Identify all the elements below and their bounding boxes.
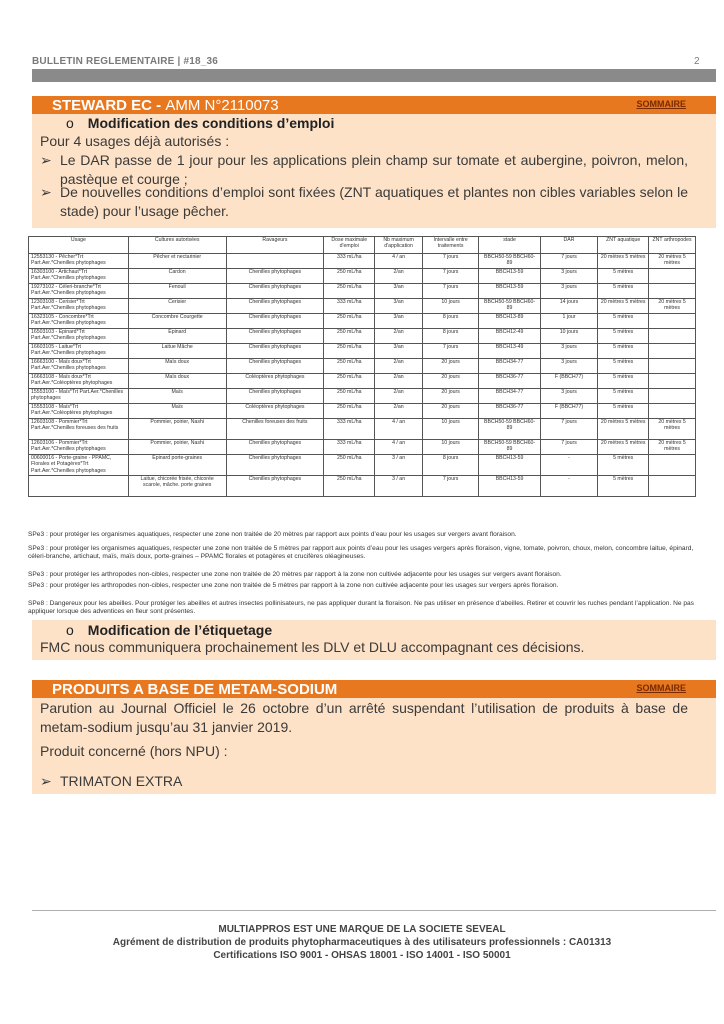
table-cell: BBCH13-89 bbox=[479, 314, 541, 329]
table-cell: 250 mL/ha bbox=[324, 269, 375, 284]
table-cell bbox=[649, 389, 696, 404]
table-cell: 5 mètres bbox=[598, 476, 649, 497]
table-cell: 20 mètres 5 mètres bbox=[649, 254, 696, 269]
table-cell: 20 mètres 5 mètres bbox=[598, 299, 649, 314]
table-cell: Chenilles phytophages bbox=[226, 455, 324, 476]
table-cell: 5 mètres bbox=[598, 404, 649, 419]
etiquetage-text: FMC nous communiquera prochainement les DLV et DLU accompagnant ces décisions. bbox=[40, 639, 585, 655]
table-cell: 3/an bbox=[375, 284, 423, 299]
table-cell: 1 jour bbox=[540, 314, 597, 329]
table-row bbox=[29, 476, 696, 497]
table-cell: 7 jours bbox=[422, 284, 478, 299]
page-number: 2 bbox=[694, 56, 700, 67]
table-header-cell: Dose maximale d'emploi bbox=[324, 237, 375, 254]
table-cell: Maïs doux bbox=[128, 359, 226, 374]
table-cell: 5 mètres bbox=[598, 284, 649, 299]
table-cell: 16663100 - Maïs doux*Trt Part.Aer.*Chenilles phytophages bbox=[29, 359, 129, 374]
table-row bbox=[29, 314, 696, 329]
table-cell bbox=[649, 344, 696, 359]
table-row bbox=[29, 269, 696, 284]
section-title: STEWARD EC - AMM N°2110073 bbox=[52, 97, 279, 114]
table-cell: 250 mL/ha bbox=[324, 476, 375, 497]
table-cell: 5 mètres bbox=[598, 374, 649, 389]
table-cell: 7 jours bbox=[540, 419, 597, 440]
table-cell bbox=[649, 359, 696, 374]
footer-certifications: Certifications ISO 9001 - OHSAS 18001 - ISO 14001 - ISO 50001 bbox=[213, 950, 511, 961]
arrow-bullet-icon: ➢ bbox=[40, 152, 52, 168]
table-cell: 7 jours bbox=[422, 269, 478, 284]
table-cell: 14 jours bbox=[540, 299, 597, 314]
usage-table bbox=[28, 236, 696, 497]
section-band-steward bbox=[32, 96, 716, 114]
table-cell: 10 jours bbox=[422, 419, 478, 440]
table-cell: 20 jours bbox=[422, 359, 478, 374]
subheading-conditions: o Modification des conditions d’emploi bbox=[66, 115, 335, 131]
table-row bbox=[29, 284, 696, 299]
table-cell: 2/an bbox=[375, 269, 423, 284]
table-cell: 3 jours bbox=[540, 344, 597, 359]
table-header-cell: Cultures autorisées bbox=[128, 237, 226, 254]
table-cell: Chenilles foreuses des fruits bbox=[226, 419, 324, 440]
table-cell: 7 jours bbox=[422, 344, 478, 359]
table-cell: 333 mL/ha bbox=[324, 440, 375, 455]
sommaire-link[interactable]: SOMMAIRE bbox=[636, 683, 686, 693]
bullet-item: ➢ De nouvelles conditions d’emploi sont fixées (ZNT aquatiques et plantes non cibles variables selon le stade) pour l’usage pêcher. bbox=[40, 184, 688, 219]
table-cell: 5 mètres bbox=[598, 359, 649, 374]
footer-rule bbox=[32, 910, 716, 911]
table-cell: BBCH13-49 bbox=[479, 344, 541, 359]
table-cell: F (BBCH77) bbox=[540, 374, 597, 389]
table-cell: Cerisier bbox=[128, 299, 226, 314]
table-cell: 3 / an bbox=[375, 455, 423, 476]
table-row bbox=[29, 419, 696, 440]
table-row bbox=[29, 404, 696, 419]
section-band-metam bbox=[32, 680, 716, 698]
table-cell: 20 mètres 5 mètres bbox=[598, 440, 649, 455]
table-cell: BBCH50-59 BBCH60-89 bbox=[479, 299, 541, 314]
metam-paragraph: Parution au Journal Officiel le 26 octobre d’un arrêté suspendant l’utilisation de produits à base de metam-sodium jusqu’au 31 janvier 2019. bbox=[40, 700, 688, 735]
table-cell: Chenilles phytophages bbox=[226, 329, 324, 344]
footer-agrement: Agrément de distribution de produits phytopharmaceutiques à des utilisateurs professionnels : CA01313 bbox=[112, 937, 612, 948]
table-cell: Chenilles phytophages bbox=[226, 440, 324, 455]
table-cell: 16503103 - Epinard*Trt Part.Aer.*Chenilles phytophages bbox=[29, 329, 129, 344]
table-cell: Coléoptères phytophages bbox=[226, 404, 324, 419]
table-row bbox=[29, 374, 696, 389]
table-cell: 333 mL/ha bbox=[324, 254, 375, 269]
table-cell: BBCH50-59 BBCH60-89 bbox=[479, 419, 541, 440]
table-cell: 12603108 - Pommier*Trt Part.Aer.*Chenilles foreuses des fruits bbox=[29, 419, 129, 440]
table-cell: BBCH36-77 bbox=[479, 374, 541, 389]
table-cell: 8 jours bbox=[422, 314, 478, 329]
table-cell: 4 / an bbox=[375, 254, 423, 269]
product-item: ➢ TRIMATON EXTRA bbox=[40, 773, 183, 789]
table-cell: Concombre Courgette bbox=[128, 314, 226, 329]
table-cell: 2/an bbox=[375, 404, 423, 419]
section-title: PRODUITS A BASE DE METAM-SODIUM bbox=[52, 681, 338, 698]
table-body bbox=[29, 254, 696, 497]
table-cell: Chenilles phytophages bbox=[226, 299, 324, 314]
table-row bbox=[29, 254, 696, 269]
intro-text: Pour 4 usages déjà autorisés : bbox=[40, 133, 230, 149]
table-cell: 5 mètres bbox=[598, 389, 649, 404]
table-cell bbox=[649, 269, 696, 284]
table-cell: 3/an bbox=[375, 314, 423, 329]
table-row bbox=[29, 344, 696, 359]
table-cell bbox=[649, 284, 696, 299]
table-cell: 5 mètres bbox=[598, 344, 649, 359]
table-cell: 250 mL/ha bbox=[324, 455, 375, 476]
table-cell: 12303108 - Cerisier*Trt Part.Aer.*Chenilles phytophages bbox=[29, 299, 129, 314]
table-cell: Pommier, poirier, Nashi bbox=[128, 440, 226, 455]
arrow-bullet-icon: ➢ bbox=[40, 184, 52, 200]
table-cell: BBCH50-59 BBCH60-89 bbox=[479, 440, 541, 455]
table-cell: 333 mL/ha bbox=[324, 419, 375, 440]
table-cell: 3 jours bbox=[540, 284, 597, 299]
table-cell: 20 mètres 5 mètres bbox=[598, 254, 649, 269]
table-cell: 3 jours bbox=[540, 389, 597, 404]
table-cell: BBCH34-77 bbox=[479, 389, 541, 404]
table-cell: 333 mL/ha bbox=[324, 299, 375, 314]
table-cell: 5 mètres bbox=[598, 314, 649, 329]
table-cell: 8 jours bbox=[422, 329, 478, 344]
table-header-cell: stade bbox=[479, 237, 541, 254]
table-cell: BBCH12-49 bbox=[479, 329, 541, 344]
note-spe8-bees: SPe8 : Dangereux pour les abeilles. Pour protéger les abeilles et autres insectes pollinisateurs, ne pas appliquer durant la floraison. Ne pas utiliser en présence d’abeilles. Retirer et couvrir les ruches pendant l’application. Ne pas appliquer lorsque des adventices en fleur sont présentes. bbox=[28, 600, 694, 615]
table-cell: 250 mL/ha bbox=[324, 284, 375, 299]
table-cell: 250 mL/ha bbox=[324, 374, 375, 389]
table-cell: 16663108 - Maïs doux*Trt Part.Aer.*Coléoptères phytophages bbox=[29, 374, 129, 389]
table-cell: Chenilles phytophages bbox=[226, 269, 324, 284]
table-cell: BBCH34-77 bbox=[479, 359, 541, 374]
table-cell: 3/an bbox=[375, 299, 423, 314]
table-cell: 12553130 - Pêcher*Trt Part.Aer.*Chenilles phytophages bbox=[29, 254, 129, 269]
table-cell: Pêcher et nectarinier bbox=[128, 254, 226, 269]
table-header-cell: DAR bbox=[540, 237, 597, 254]
table-cell: BBCH50-59 BBCH60-89 bbox=[479, 254, 541, 269]
table-cell: 3 jours bbox=[540, 359, 597, 374]
table-cell bbox=[649, 404, 696, 419]
table-cell: 16603105 - Laitue*Trt Part.Aer.*Chenilles phytophages bbox=[29, 344, 129, 359]
subheading-etiquetage: o Modification de l’étiquetage bbox=[66, 622, 273, 638]
produit-concerne-label: Produit concerné (hors NPU) : bbox=[40, 743, 228, 759]
table-cell: Epinard porte-graines bbox=[128, 455, 226, 476]
table-cell: 7 jours bbox=[422, 254, 478, 269]
table-cell: 7 jours bbox=[540, 254, 597, 269]
table-header-row bbox=[29, 237, 696, 254]
table-cell: 250 mL/ha bbox=[324, 404, 375, 419]
table-cell: Laitue, chicorée frisée, chicorée scarole, mâche. porte graines bbox=[128, 476, 226, 497]
arrow-bullet-icon: ➢ bbox=[40, 773, 52, 789]
table-cell: 10 jours bbox=[422, 440, 478, 455]
table-cell: BBCH36-77 bbox=[479, 404, 541, 419]
table-cell: 8 jours bbox=[422, 455, 478, 476]
table-header-cell: Intervalle entre traitements bbox=[422, 237, 478, 254]
table-cell: BBCH13-59 bbox=[479, 476, 541, 497]
header-bar bbox=[32, 69, 716, 82]
table-row bbox=[29, 299, 696, 314]
table-header-cell: Nb maximum d'application bbox=[375, 237, 423, 254]
note-spe3-arthropods-5m: SPe3 : pour protéger les arthropodes non-cibles, respecter une zone non traitée de 5 mètres par rapport à la zone non cultivée adjacente pour les usages sur vergers après floraison. bbox=[28, 582, 559, 589]
table-cell: 20 jours bbox=[422, 389, 478, 404]
table-cell: - bbox=[540, 476, 597, 497]
table-cell: 2/an bbox=[375, 359, 423, 374]
table-cell bbox=[29, 476, 129, 497]
table-cell: 3 jours bbox=[540, 269, 597, 284]
table-cell: 10 jours bbox=[422, 299, 478, 314]
table-cell bbox=[649, 329, 696, 344]
footer-brand: MULTIAPPROS EST UNE MARQUE DE LA SOCIETE SEVEAL bbox=[218, 924, 506, 935]
table-cell: Pommier, poirier, Nashi bbox=[128, 419, 226, 440]
table-cell: Chenilles phytophages bbox=[226, 314, 324, 329]
table-cell: 19273102 - Céleri-branche*Trt Part.Aer.*Chenilles phytophages bbox=[29, 284, 129, 299]
table-cell bbox=[649, 314, 696, 329]
table-cell: Epinard bbox=[128, 329, 226, 344]
table-cell bbox=[649, 476, 696, 497]
table-cell: 7 jours bbox=[540, 440, 597, 455]
table-cell: 5 mètres bbox=[598, 269, 649, 284]
bulletin-title: BULLETIN REGLEMENTAIRE | #18_36 bbox=[32, 56, 219, 67]
table-row bbox=[29, 389, 696, 404]
table-cell: Cardon bbox=[128, 269, 226, 284]
table-cell: 16323105 - Concombre*Trt Part.Aer.*Chenilles phytophages bbox=[29, 314, 129, 329]
table-cell: 3 / an bbox=[375, 476, 423, 497]
table-cell: 00600016 - Porte-graine - PPAMC, Florales et Potagères*Trt Part.Aer.*Chenilles phytophages bbox=[29, 455, 129, 476]
table-cell: Fenouil bbox=[128, 284, 226, 299]
table-cell: 20 mètres 5 mètres bbox=[649, 440, 696, 455]
table-cell: 10 jours bbox=[540, 329, 597, 344]
table-cell: 20 jours bbox=[422, 374, 478, 389]
table-row bbox=[29, 455, 696, 476]
table-cell: 250 mL/ha bbox=[324, 344, 375, 359]
table-cell: 4 / an bbox=[375, 419, 423, 440]
table-cell: Chenilles phytophages bbox=[226, 389, 324, 404]
table-cell: 15553108 - Maïs*Trt Part.Aer.*Coléoptères phytophages bbox=[29, 404, 129, 419]
table-cell: 16303100 - Artichaut*Trt Part.Aer.*Chenilles phytophages bbox=[29, 269, 129, 284]
table-header-cell: ZNT aquatique bbox=[598, 237, 649, 254]
table-cell bbox=[226, 254, 324, 269]
table-cell bbox=[649, 374, 696, 389]
table-cell: BBCH13-59 bbox=[479, 284, 541, 299]
table-cell: F (BBCH77) bbox=[540, 404, 597, 419]
table-header-cell: ZNT arthropodes bbox=[649, 237, 696, 254]
table-cell: 7 jours bbox=[422, 476, 478, 497]
table-cell: Maïs doux bbox=[128, 374, 226, 389]
table-cell: 250 mL/ha bbox=[324, 314, 375, 329]
table-row bbox=[29, 440, 696, 455]
table-cell: - bbox=[540, 455, 597, 476]
note-spe3-arthropods-20m: SPe3 : pour protéger les arthropodes non-cibles, respecter une zone non traitée de 20 mètres par rapport à la zone non cultivée adjacente pour les usages sur vergers avant floraison. bbox=[28, 571, 562, 578]
table-cell: 250 mL/ha bbox=[324, 389, 375, 404]
table-cell: Maïs bbox=[128, 389, 226, 404]
table-cell: Chenilles phytophages bbox=[226, 359, 324, 374]
table-cell: 3/an bbox=[375, 344, 423, 359]
table-cell: 20 mètres 5 mètres bbox=[649, 299, 696, 314]
table-cell: 2/an bbox=[375, 374, 423, 389]
table-cell: 2/an bbox=[375, 329, 423, 344]
table-row bbox=[29, 359, 696, 374]
table-cell: 5 mètres bbox=[598, 455, 649, 476]
table-cell: 250 mL/ha bbox=[324, 329, 375, 344]
table-cell: 2/an bbox=[375, 389, 423, 404]
table-cell: BBCH13-59 bbox=[479, 269, 541, 284]
table-row bbox=[29, 329, 696, 344]
table-header-cell: Ravageurs bbox=[226, 237, 324, 254]
table-cell: 4 / an bbox=[375, 440, 423, 455]
note-spe3-aquatic-20m: SPe3 : pour protéger les organismes aquatiques, respecter une zone non traitée de 20 mètres par rapport aux points d’eau pour les usages sur vergers avant floraison. bbox=[28, 531, 517, 538]
table-cell: 12603106 - Pommier*Trt Part.Aer.*Chenilles phytophages bbox=[29, 440, 129, 455]
table-cell: 5 mètres bbox=[598, 329, 649, 344]
table-cell bbox=[649, 455, 696, 476]
note-spe3-aquatic-5m: SPe3 : pour protéger les organismes aquatiques, respecter une zone non traitée de 5 mètres par rapport aux points d’eau pour les usages vergers après floraison, vigne, tomate, poivron, choux, melon, concombre laitue, épinard, céleri-branche, artichaut, maïs, maïs doux, porte-graines – PPAMC florales et potagères et crucifères oléagineuses. bbox=[28, 545, 694, 560]
table-cell: 15553100 - Maïs*Trt Part.Aer.*Chenilles phytophages bbox=[29, 389, 129, 404]
table-cell: Chenilles phytophages bbox=[226, 284, 324, 299]
table-cell: 20 mètres 5 mètres bbox=[649, 419, 696, 440]
table-cell: Chenilles phytophages bbox=[226, 344, 324, 359]
table-cell: Maïs bbox=[128, 404, 226, 419]
table-cell: 250 mL/ha bbox=[324, 359, 375, 374]
table-cell: 20 mètres 5 mètres bbox=[598, 419, 649, 440]
sommaire-link[interactable]: SOMMAIRE bbox=[636, 99, 686, 109]
table-cell: Laitue Mâche bbox=[128, 344, 226, 359]
bullet-item: ➢ Le DAR passe de 1 jour pour les applications plein champ sur tomate et aubergine, poivron, melon, pastèque et courge ; bbox=[40, 152, 688, 187]
table-cell: Chenilles phytophages bbox=[226, 476, 324, 497]
table-cell: Coléoptères phytophages bbox=[226, 374, 324, 389]
table-header-cell: Usage bbox=[29, 237, 129, 254]
table-cell: 20 jours bbox=[422, 404, 478, 419]
table-cell: BBCH13-59 bbox=[479, 455, 541, 476]
